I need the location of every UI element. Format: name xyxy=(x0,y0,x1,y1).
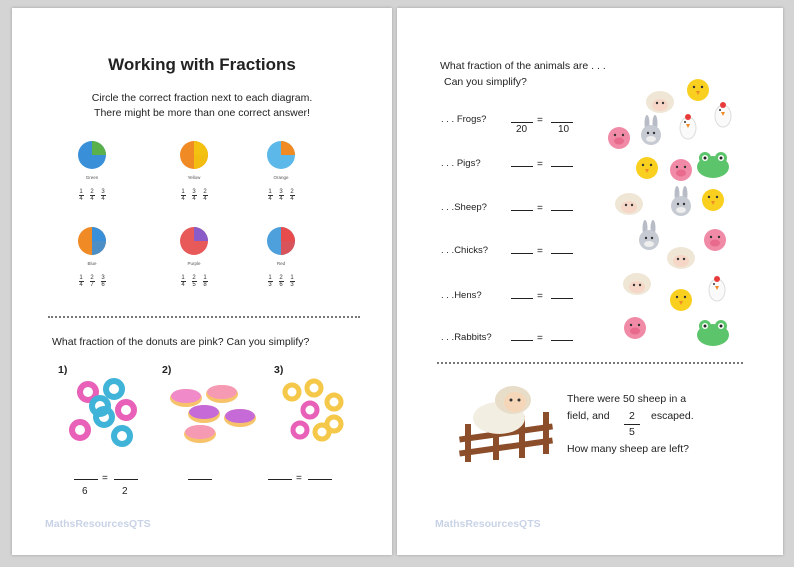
yellow-donut xyxy=(285,385,299,399)
fraction-options xyxy=(67,275,117,288)
instruction-line-1: Circle the correct fraction next to each diagram. xyxy=(91,92,313,104)
animal-row-label: . . . Frogs? xyxy=(441,114,487,125)
fraction-option[interactable] xyxy=(101,275,106,288)
fraction-option[interactable] xyxy=(203,189,208,202)
sheep-icon xyxy=(646,91,674,113)
yellow-donut xyxy=(315,425,329,439)
animal-row-label: . . .Rabbits? xyxy=(441,332,492,343)
fraction-denominator: 8 xyxy=(203,282,207,288)
denominator-2: 2 xyxy=(122,486,128,497)
pie-chart-icon xyxy=(169,140,219,170)
equals-sign: = xyxy=(537,246,543,257)
fraction-numerator: 3 xyxy=(101,275,105,281)
fraction-numerator: 3 xyxy=(279,189,283,195)
fraction-option[interactable] xyxy=(192,189,197,202)
pie-diagram-5 xyxy=(256,226,306,288)
equals-sign: = xyxy=(537,115,543,126)
blue-donut xyxy=(106,381,122,397)
fraction-options xyxy=(67,189,117,202)
fraction-option[interactable] xyxy=(181,275,186,288)
yellow-donut xyxy=(327,395,341,409)
fraction-option[interactable] xyxy=(192,275,197,288)
answer-line[interactable] xyxy=(511,166,533,167)
answer-line[interactable] xyxy=(511,122,533,123)
fraction-numerator: 2 xyxy=(90,189,94,195)
fraction-numerator: 1 xyxy=(79,275,83,281)
answer-line[interactable] xyxy=(511,340,533,341)
instruction-line-2: There might be more than one correct answer! xyxy=(94,107,310,119)
sheep-problem-line-2-end: escaped. xyxy=(651,410,694,422)
fraction-denominator: 3 xyxy=(268,282,272,288)
sheep-problem-line-3: How many sheep are left? xyxy=(567,443,689,455)
pig-icon xyxy=(704,229,726,251)
fraction-options xyxy=(256,275,306,288)
chick-icon xyxy=(687,79,709,101)
pie-chart-icon xyxy=(256,140,306,170)
answer-line[interactable] xyxy=(551,210,573,211)
answer-line[interactable] xyxy=(551,298,573,299)
fraction-numerator: 1 xyxy=(79,189,83,195)
watermark-text: MathsResourcesQTS xyxy=(45,518,151,530)
fraction-option[interactable] xyxy=(90,275,95,288)
rabbit-icon xyxy=(639,220,659,250)
frog-icon xyxy=(697,152,729,178)
left-worksheet-page xyxy=(12,8,392,555)
fraction-denominator: 4 xyxy=(101,196,105,202)
fraction-denominator: 7 xyxy=(90,282,94,288)
fraction-denominator: 4 xyxy=(290,196,294,202)
denominator-1: 20 xyxy=(516,124,528,135)
rabbit-icon xyxy=(641,115,661,145)
fraction-options xyxy=(169,189,219,202)
fraction-option[interactable] xyxy=(79,275,84,288)
fraction-option[interactable] xyxy=(268,189,273,202)
animal-row-label: . . .Chicks? xyxy=(441,245,488,256)
answer-line[interactable] xyxy=(511,298,533,299)
animal-row-label: . . .Sheep? xyxy=(441,202,487,213)
answer-line[interactable] xyxy=(268,479,292,480)
pie-diagram-3 xyxy=(67,226,117,288)
fraction-numerator: 2 xyxy=(192,275,196,281)
donut-group-label-2: 2) xyxy=(162,364,172,376)
fraction-denominator: 5 xyxy=(192,282,196,288)
fraction-option[interactable] xyxy=(101,189,106,202)
sheep-icon xyxy=(667,247,695,269)
fraction-denominator: 4 xyxy=(181,196,185,202)
fraction-denominator: 4 xyxy=(203,196,207,202)
sheep-fraction-denominator: 5 xyxy=(629,426,635,438)
sheep-icon xyxy=(623,273,651,295)
animal-question-line-2: Can you simplify? xyxy=(444,76,527,88)
answer-line[interactable] xyxy=(188,479,212,480)
fraction-numerator: 1 xyxy=(181,189,185,195)
animal-question-line-1: What fraction of the animals are . . . xyxy=(440,60,606,72)
pig-icon xyxy=(624,317,646,339)
fraction-numerator: 1 xyxy=(203,275,207,281)
equals-sign: = xyxy=(537,291,543,302)
equals-sign: = xyxy=(102,473,108,484)
pie-label: Orange xyxy=(273,175,289,180)
answer-line[interactable] xyxy=(551,166,573,167)
sheep-fence-illustration xyxy=(459,378,553,470)
fraction-denominator: 4 xyxy=(279,196,283,202)
frog-icon xyxy=(697,320,729,346)
fraction-numerator: 3 xyxy=(192,189,196,195)
fraction-denominator: 4 xyxy=(268,196,272,202)
pig-icon xyxy=(608,127,630,149)
section-divider xyxy=(437,362,743,364)
donut-illustrations xyxy=(52,370,372,456)
fraction-numerator: 2 xyxy=(90,275,94,281)
pie-chart-icon xyxy=(256,226,306,256)
equals-sign: = xyxy=(537,333,543,344)
sheep-fraction-numerator: 2 xyxy=(629,410,635,422)
blue-donut xyxy=(114,428,130,444)
section-divider xyxy=(48,316,360,318)
answer-line[interactable] xyxy=(114,479,138,480)
donut-group-3 xyxy=(285,381,341,439)
chick-icon xyxy=(702,189,724,211)
answer-line[interactable] xyxy=(551,122,573,123)
pie-label: Red xyxy=(276,261,286,266)
pink-donut xyxy=(72,422,88,438)
pie-chart-icon xyxy=(169,226,219,256)
fraction-option[interactable] xyxy=(79,189,84,202)
worksheet-title: Working with Fractions xyxy=(108,55,296,74)
watermark-text: MathsResourcesQTS xyxy=(435,518,541,530)
fraction-denominator: 4 xyxy=(192,196,196,202)
equals-sign: = xyxy=(537,203,543,214)
answer-line[interactable] xyxy=(551,340,573,341)
donut-group-label-1: 1) xyxy=(58,364,68,376)
fraction-numerator: 1 xyxy=(268,189,272,195)
fraction-denominator: 4 xyxy=(79,196,83,202)
donut-question: What fraction of the donuts are pink? Can you simplify? xyxy=(52,336,310,348)
pie-label: Purple xyxy=(187,261,201,266)
sheep-problem-line-1: There were 50 sheep in a xyxy=(567,393,687,405)
right-worksheet-page xyxy=(397,8,783,555)
animal-row-label: . . . Pigs? xyxy=(441,158,481,169)
fraction-option[interactable] xyxy=(279,275,284,288)
fraction-denominator: 6 xyxy=(101,282,105,288)
pie-chart-icon xyxy=(67,226,117,256)
equals-sign: = xyxy=(296,473,302,484)
donut-group-2 xyxy=(170,385,256,443)
pig-icon xyxy=(670,159,692,181)
pink-donut xyxy=(118,402,134,418)
pie-label: Green xyxy=(85,175,99,180)
chick-icon xyxy=(670,289,692,311)
pie-diagram-0 xyxy=(67,140,117,202)
animal-row-label: . . .Hens? xyxy=(441,290,482,301)
equals-sign: = xyxy=(537,159,543,170)
fraction-numerator: 1 xyxy=(181,275,185,281)
pie-diagram-4 xyxy=(169,226,219,288)
fraction-option[interactable] xyxy=(268,275,273,288)
pie-chart-icon xyxy=(67,140,117,170)
pie-label: Yellow xyxy=(187,175,201,180)
answer-line[interactable] xyxy=(511,253,533,254)
answer-line[interactable] xyxy=(511,210,533,211)
fraction-numerator: 3 xyxy=(101,189,105,195)
fraction-denominator: 3 xyxy=(290,282,294,288)
fraction-options xyxy=(169,275,219,288)
fraction-option[interactable] xyxy=(181,189,186,202)
hen-icon xyxy=(715,102,731,127)
chick-icon xyxy=(636,157,658,179)
answer-line[interactable] xyxy=(551,253,573,254)
donut-group-label-3: 3) xyxy=(274,364,284,376)
fraction-denominator: 4 xyxy=(181,282,185,288)
pie-diagram-1 xyxy=(169,140,219,202)
sheep-icon xyxy=(615,193,643,215)
fraction-denominator: 4 xyxy=(90,196,94,202)
fraction-numerator: 2 xyxy=(290,189,294,195)
pie-diagram-2 xyxy=(256,140,306,202)
fraction-option[interactable] xyxy=(90,189,95,202)
answer-line[interactable] xyxy=(74,479,98,480)
fraction-numerator: 1 xyxy=(268,275,272,281)
rabbit-icon xyxy=(671,186,691,216)
denominator-1: 6 xyxy=(82,486,88,497)
fraction-option[interactable] xyxy=(290,189,295,202)
blue-donut xyxy=(96,409,112,425)
sheep-problem-line-2-start: field, and xyxy=(567,410,610,422)
denominator-2: 10 xyxy=(558,124,570,135)
fraction-denominator: 6 xyxy=(279,282,283,288)
animal-illustrations xyxy=(605,76,775,346)
answer-line[interactable] xyxy=(308,479,332,480)
fraction-option[interactable] xyxy=(279,189,284,202)
pink-donut xyxy=(303,403,317,417)
hen-icon xyxy=(680,114,696,139)
pie-label: Blue xyxy=(87,261,97,266)
yellow-donut xyxy=(307,381,321,395)
hen-icon xyxy=(709,276,725,301)
fraction-options xyxy=(256,189,306,202)
fraction-option[interactable] xyxy=(290,275,295,288)
fraction-numerator: 1 xyxy=(290,275,294,281)
fraction-bar xyxy=(624,424,640,425)
donut-group-1 xyxy=(72,381,134,444)
pink-donut xyxy=(293,423,307,437)
fraction-numerator: 2 xyxy=(203,189,207,195)
fraction-option[interactable] xyxy=(203,275,208,288)
fraction-numerator: 2 xyxy=(279,275,283,281)
fraction-denominator: 4 xyxy=(79,282,83,288)
